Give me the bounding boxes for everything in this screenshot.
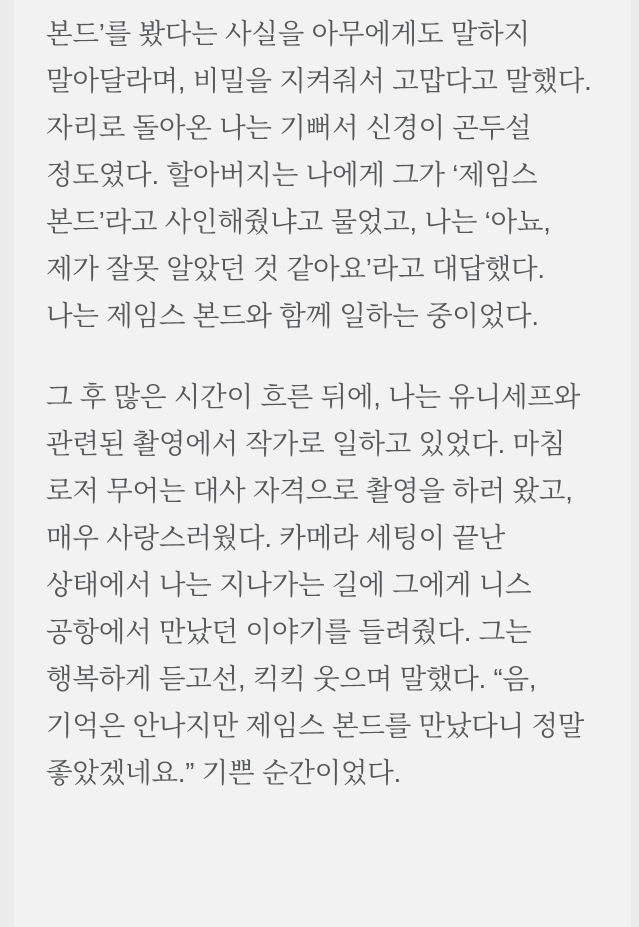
paragraph-2: 그 후 많은 시간이 흐른 뒤에, 나는 유니세프와 관련된 촬영에서 작가로 일하고 있었다. 마침 로저 무어는 대사 자격으로 촬영을 하러 왔고, 매우 사랑스러웠다. 카메라 세팅이 끝난 상태에서 나는 지나가는 길에 그에게 니스 공항에서 만났던 이야기를 들려줬다. 그는 행복하게 듣고선, 킥킥 웃으며 말했다. “음, 기억은 안나지만 제임스 본드를 만났다니 정말 좋았겠네요.” 기쁜 순간이었다. xyxy=(46,381,592,788)
paragraph-1: 본드’를 봤다는 사실을 아무에게도 말하지 말아달라며, 비밀을 지켜줘서 고맙다고 말했다. 자리로 돌아온 나는 기뻐서 신경이 곤두설 정도였다. 할아버지는 나에게 그가 ‘제임스 본드’라고 사인해줬냐고 물었고, 나는 ‘아뇨, 제가 잘못 알았던 것 같아요’라고 대답했다. 나는 제임스 본드와 함께 일하는 중이었다. xyxy=(46,18,600,331)
article-body xyxy=(46,10,600,796)
page-left-margin xyxy=(0,0,14,927)
page-right-margin xyxy=(631,0,639,927)
